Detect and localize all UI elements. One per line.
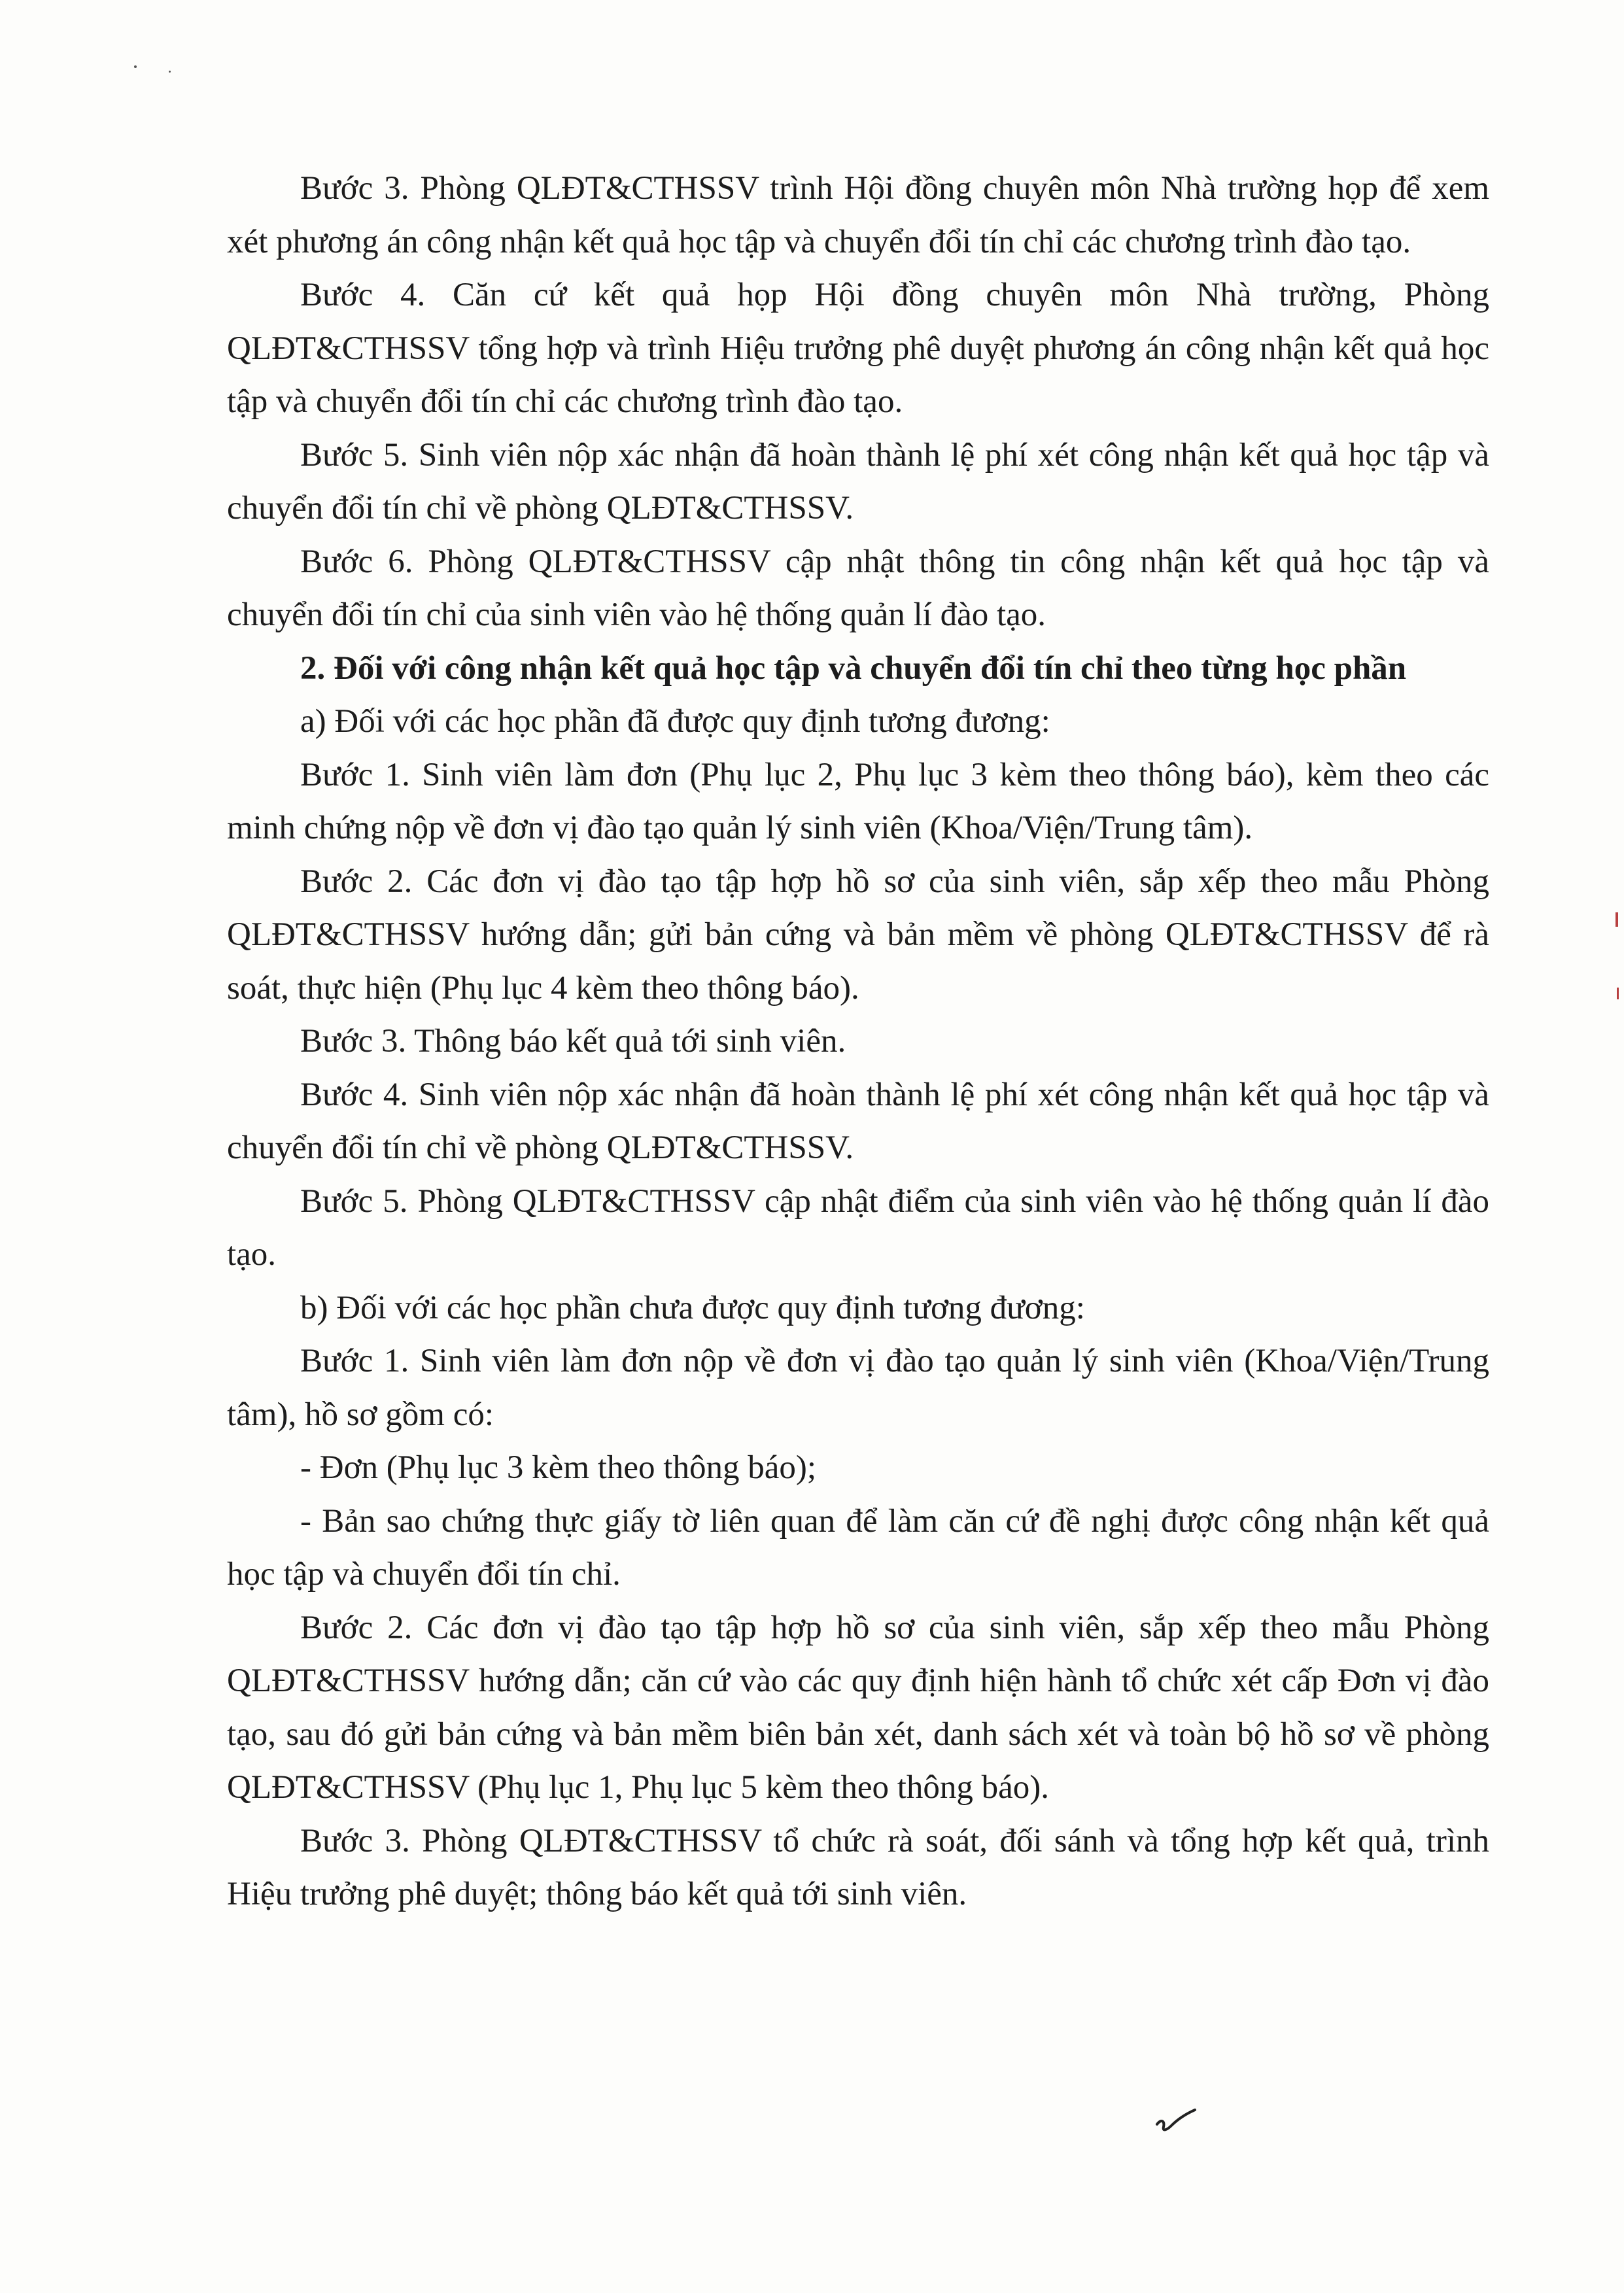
section1-step-3: Bước 3. Phòng QLĐT&CTHSSV trình Hội đồng chuyên môn Nhà trường họp để xem xét phương án công nhận kết quả học tập và chuyển đổi tín chỉ các chương trình đào tạo. [227,170,1489,260]
part-b-step-2: Bước 2. Các đơn vị đào tạo tập hợp hồ sơ của sinh viên, sắp xếp theo mẫu Phòng QLĐT&CTHSSV hướng dẫn; căn cứ vào các quy định hiện hành tổ chức xét cấp Đơn vị đào tạo, sau đó gửi bản cứng và bản mềm biên bản xét, danh sách xét và toàn bộ hồ sơ về phòng QLĐT&CTHSSV (Phụ lục 1, Phụ lục 5 kèm theo thông báo). [227,1609,1489,1806]
part-a-step-1: Bước 1. Sinh viên làm đơn (Phụ lục 2, Phụ lục 3 kèm theo thông báo), kèm theo các minh chứng nộp về đơn vị đào tạo quản lý sinh viên (Khoa/Viện/Trung tâm). [227,756,1489,846]
part-a-title: a) Đối với các học phần đã được quy định tương đương: [300,703,1050,740]
part-a-step-5: Bước 5. Phòng QLĐT&CTHSSV cập nhật điểm của sinh viên vào hệ thống quản lí đào tạo. [227,1182,1489,1273]
section1-step-6: Bước 6. Phòng QLĐT&CTHSSV cập nhật thông tin công nhận kết quả học tập và chuyển đổi tín chỉ của sinh viên vào hệ thống quản lí đào tạo. [227,543,1489,633]
part-a-step-4: Bước 4. Sinh viên nộp xác nhận đã hoàn thành lệ phí xét công nhận kết quả học tập và chuyển đổi tín chỉ về phòng QLĐT&CTHSSV. [227,1076,1489,1166]
part-b-document-1: - Đơn (Phụ lục 3 kèm theo thông báo); [300,1449,817,1486]
scan-edge-mark [1615,912,1618,927]
section1-step-5: Bước 5. Sinh viên nộp xác nhận đã hoàn thành lệ phí xét công nhận kết quả học tập và chuyển đổi tín chỉ về phòng QLĐT&CTHSSV. [227,436,1489,526]
scan-edge-mark [1617,988,1619,999]
document-body [227,162,1489,1922]
scan-speck [169,71,171,73]
part-a-step-3: Bước 3. Thông báo kết quả tới sinh viên. [300,1023,846,1060]
handwritten-initial-mark [1154,2106,1200,2139]
part-b-title: b) Đối với các học phần chưa được quy định tương đương: [300,1289,1085,1326]
part-b-step-3: Bước 3. Phòng QLĐT&CTHSSV tổ chức rà soát, đối sánh và tổng hợp kết quả, trình Hiệu trưởng phê duyệt; thông báo kết quả tới sinh viên. [227,1822,1489,1912]
scan-speck [134,65,137,68]
part-b-document-2: - Bản sao chứng thực giấy tờ liên quan để làm căn cứ đề nghị được công nhận kết quả học tập và chuyển đổi tín chỉ. [227,1502,1489,1593]
part-a-step-2: Bước 2. Các đơn vị đào tạo tập hợp hồ sơ của sinh viên, sắp xếp theo mẫu Phòng QLĐT&CTHSSV hướng dẫn; gửi bản cứng và bản mềm về phòng QLĐT&CTHSSV để rà soát, thực hiện (Phụ lục 4 kèm theo thông báo). [227,863,1489,1007]
part-b-step-1: Bước 1. Sinh viên làm đơn nộp về đơn vị đào tạo quản lý sinh viên (Khoa/Viện/Trung tâm), hồ sơ gồm có: [227,1343,1489,1433]
section2-heading: 2. Đối với công nhận kết quả học tập và chuyển đổi tín chỉ theo từng học phần [300,649,1407,687]
section1-step-4: Bước 4. Căn cứ kết quả họp Hội đồng chuyên môn Nhà trường, Phòng QLĐT&CTHSSV tổng hợp và trình Hiệu trưởng phê duyệt phương án công nhận kết quả học tập và chuyển đổi tín chỉ các chương trình đào tạo. [227,277,1489,420]
